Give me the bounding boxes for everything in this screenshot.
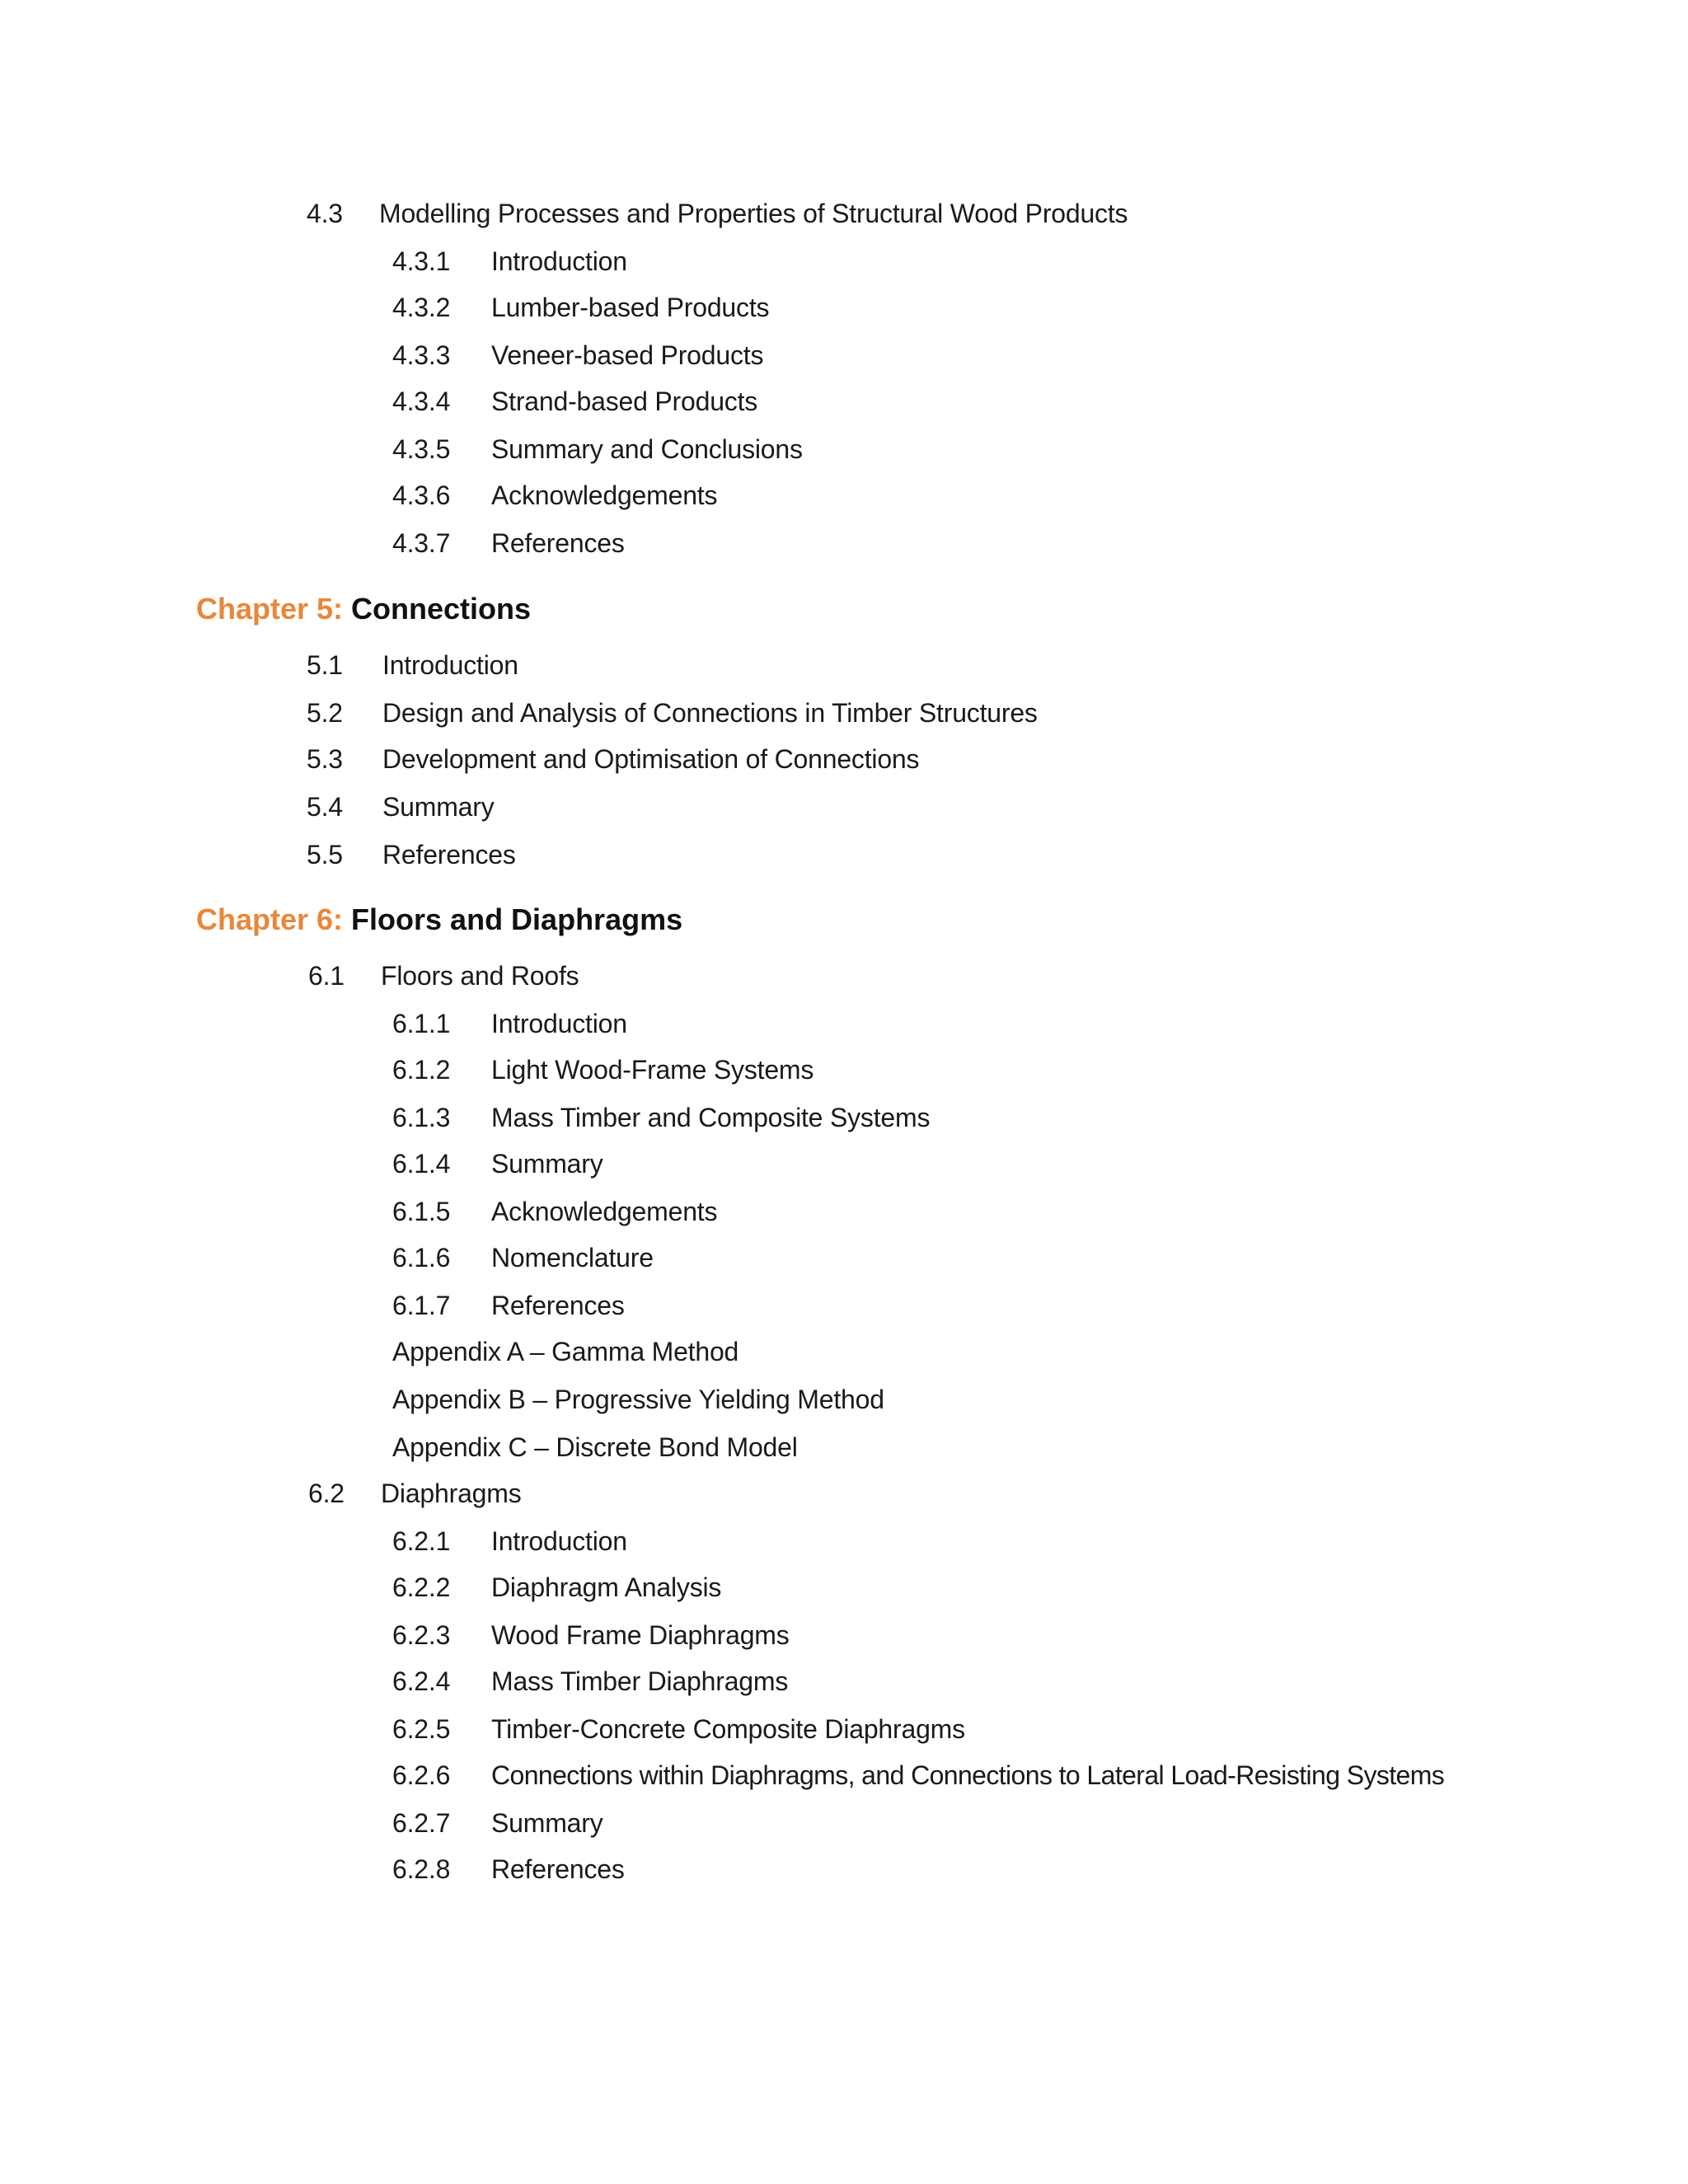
chapter-6-heading[interactable]	[196, 902, 682, 938]
toc-title: References	[491, 1854, 625, 1884]
toc-number: 4.3.4	[392, 387, 451, 416]
toc-title: Diaphragms	[381, 1479, 522, 1508]
toc-title: Introduction	[491, 246, 627, 276]
toc-title: Wood Frame Diaphragms	[491, 1620, 790, 1650]
toc-title: Design and Analysis of Connections in Timber Structures	[382, 698, 1038, 728]
toc-title: Summary	[382, 792, 495, 822]
toc-number: 6.2.7	[392, 1808, 451, 1838]
toc-title: Connections within Diaphragms, and Connections to Lateral Load-Resisting Systems	[491, 1760, 1445, 1790]
toc-title: Appendix C – Discrete Bond Model	[392, 1432, 798, 1462]
toc-title: Modelling Processes and Properties of Structural Wood Products	[379, 199, 1128, 228]
toc-number: 6.2.4	[392, 1666, 451, 1696]
toc-title: References	[491, 528, 625, 558]
toc-number: 6.1	[308, 961, 345, 991]
toc-title: Summary	[491, 1808, 603, 1838]
toc-number: 4.3.6	[392, 480, 451, 510]
toc-number: 6.1.6	[392, 1243, 451, 1272]
toc-title: Strand-based Products	[491, 387, 758, 416]
toc-number: 6.2.2	[392, 1572, 451, 1602]
toc-number: 6.2.8	[392, 1854, 451, 1884]
toc-number: 5.1	[307, 650, 343, 680]
toc-title: References	[382, 840, 516, 869]
toc-title: Floors and Roofs	[381, 961, 579, 991]
toc-title: Lumber-based Products	[491, 293, 770, 322]
toc-title: References	[491, 1291, 625, 1320]
toc-title: Mass Timber and Composite Systems	[491, 1103, 931, 1132]
toc-number: 6.1.3	[392, 1103, 451, 1132]
toc-title: Introduction	[491, 1526, 627, 1556]
toc-title: Appendix A – Gamma Method	[392, 1337, 739, 1366]
toc-title: Development and Optimisation of Connections	[382, 744, 920, 774]
toc-title: Introduction	[491, 1009, 627, 1038]
toc-number: 6.1.2	[392, 1055, 451, 1085]
toc-number: 6.2.3	[392, 1620, 451, 1650]
toc-number: 4.3.1	[392, 246, 451, 276]
chapter-label: Chapter 6:	[196, 902, 344, 936]
toc-title: Light Wood-Frame Systems	[491, 1055, 814, 1085]
toc-title: Summary	[491, 1149, 603, 1179]
toc-number: 5.4	[307, 792, 343, 822]
toc-number: 4.3.7	[392, 528, 451, 558]
toc-number: 6.1.7	[392, 1291, 451, 1320]
toc-title: Mass Timber Diaphragms	[491, 1666, 789, 1696]
toc-number: 4.3.2	[392, 293, 451, 322]
toc-number: 6.2	[308, 1479, 345, 1508]
toc-number: 5.2	[307, 698, 343, 728]
toc-number: 4.3	[307, 199, 343, 228]
toc-title: Nomenclature	[491, 1243, 654, 1272]
toc-title: Acknowledgements	[491, 1197, 718, 1226]
toc-number: 4.3.5	[392, 434, 451, 464]
chapter-label: Chapter 5:	[196, 592, 344, 626]
chapter-title: Connections	[351, 592, 532, 626]
toc-title: Timber-Concrete Composite Diaphragms	[491, 1714, 965, 1744]
toc-title: Acknowledgements	[491, 480, 718, 510]
toc-number: 4.3.3	[392, 340, 451, 370]
chapter-title: Floors and Diaphragms	[351, 902, 683, 936]
toc-title: Introduction	[382, 650, 518, 680]
toc-number: 6.1.5	[392, 1197, 451, 1226]
toc-title: Diaphragm Analysis	[491, 1572, 722, 1602]
toc-number: 5.3	[307, 744, 343, 774]
toc-number: 6.2.1	[392, 1526, 451, 1556]
toc-title: Summary and Conclusions	[491, 434, 803, 464]
toc-number: 5.5	[307, 840, 343, 869]
chapter-5-heading[interactable]	[196, 591, 531, 627]
toc-number: 6.2.6	[392, 1760, 451, 1790]
toc-number: 6.2.5	[392, 1714, 451, 1744]
toc-number: 6.1.1	[392, 1009, 451, 1038]
toc-title: Appendix B – Progressive Yielding Method	[392, 1385, 884, 1414]
toc-number: 6.1.4	[392, 1149, 451, 1179]
toc-title: Veneer-based Products	[491, 340, 764, 370]
